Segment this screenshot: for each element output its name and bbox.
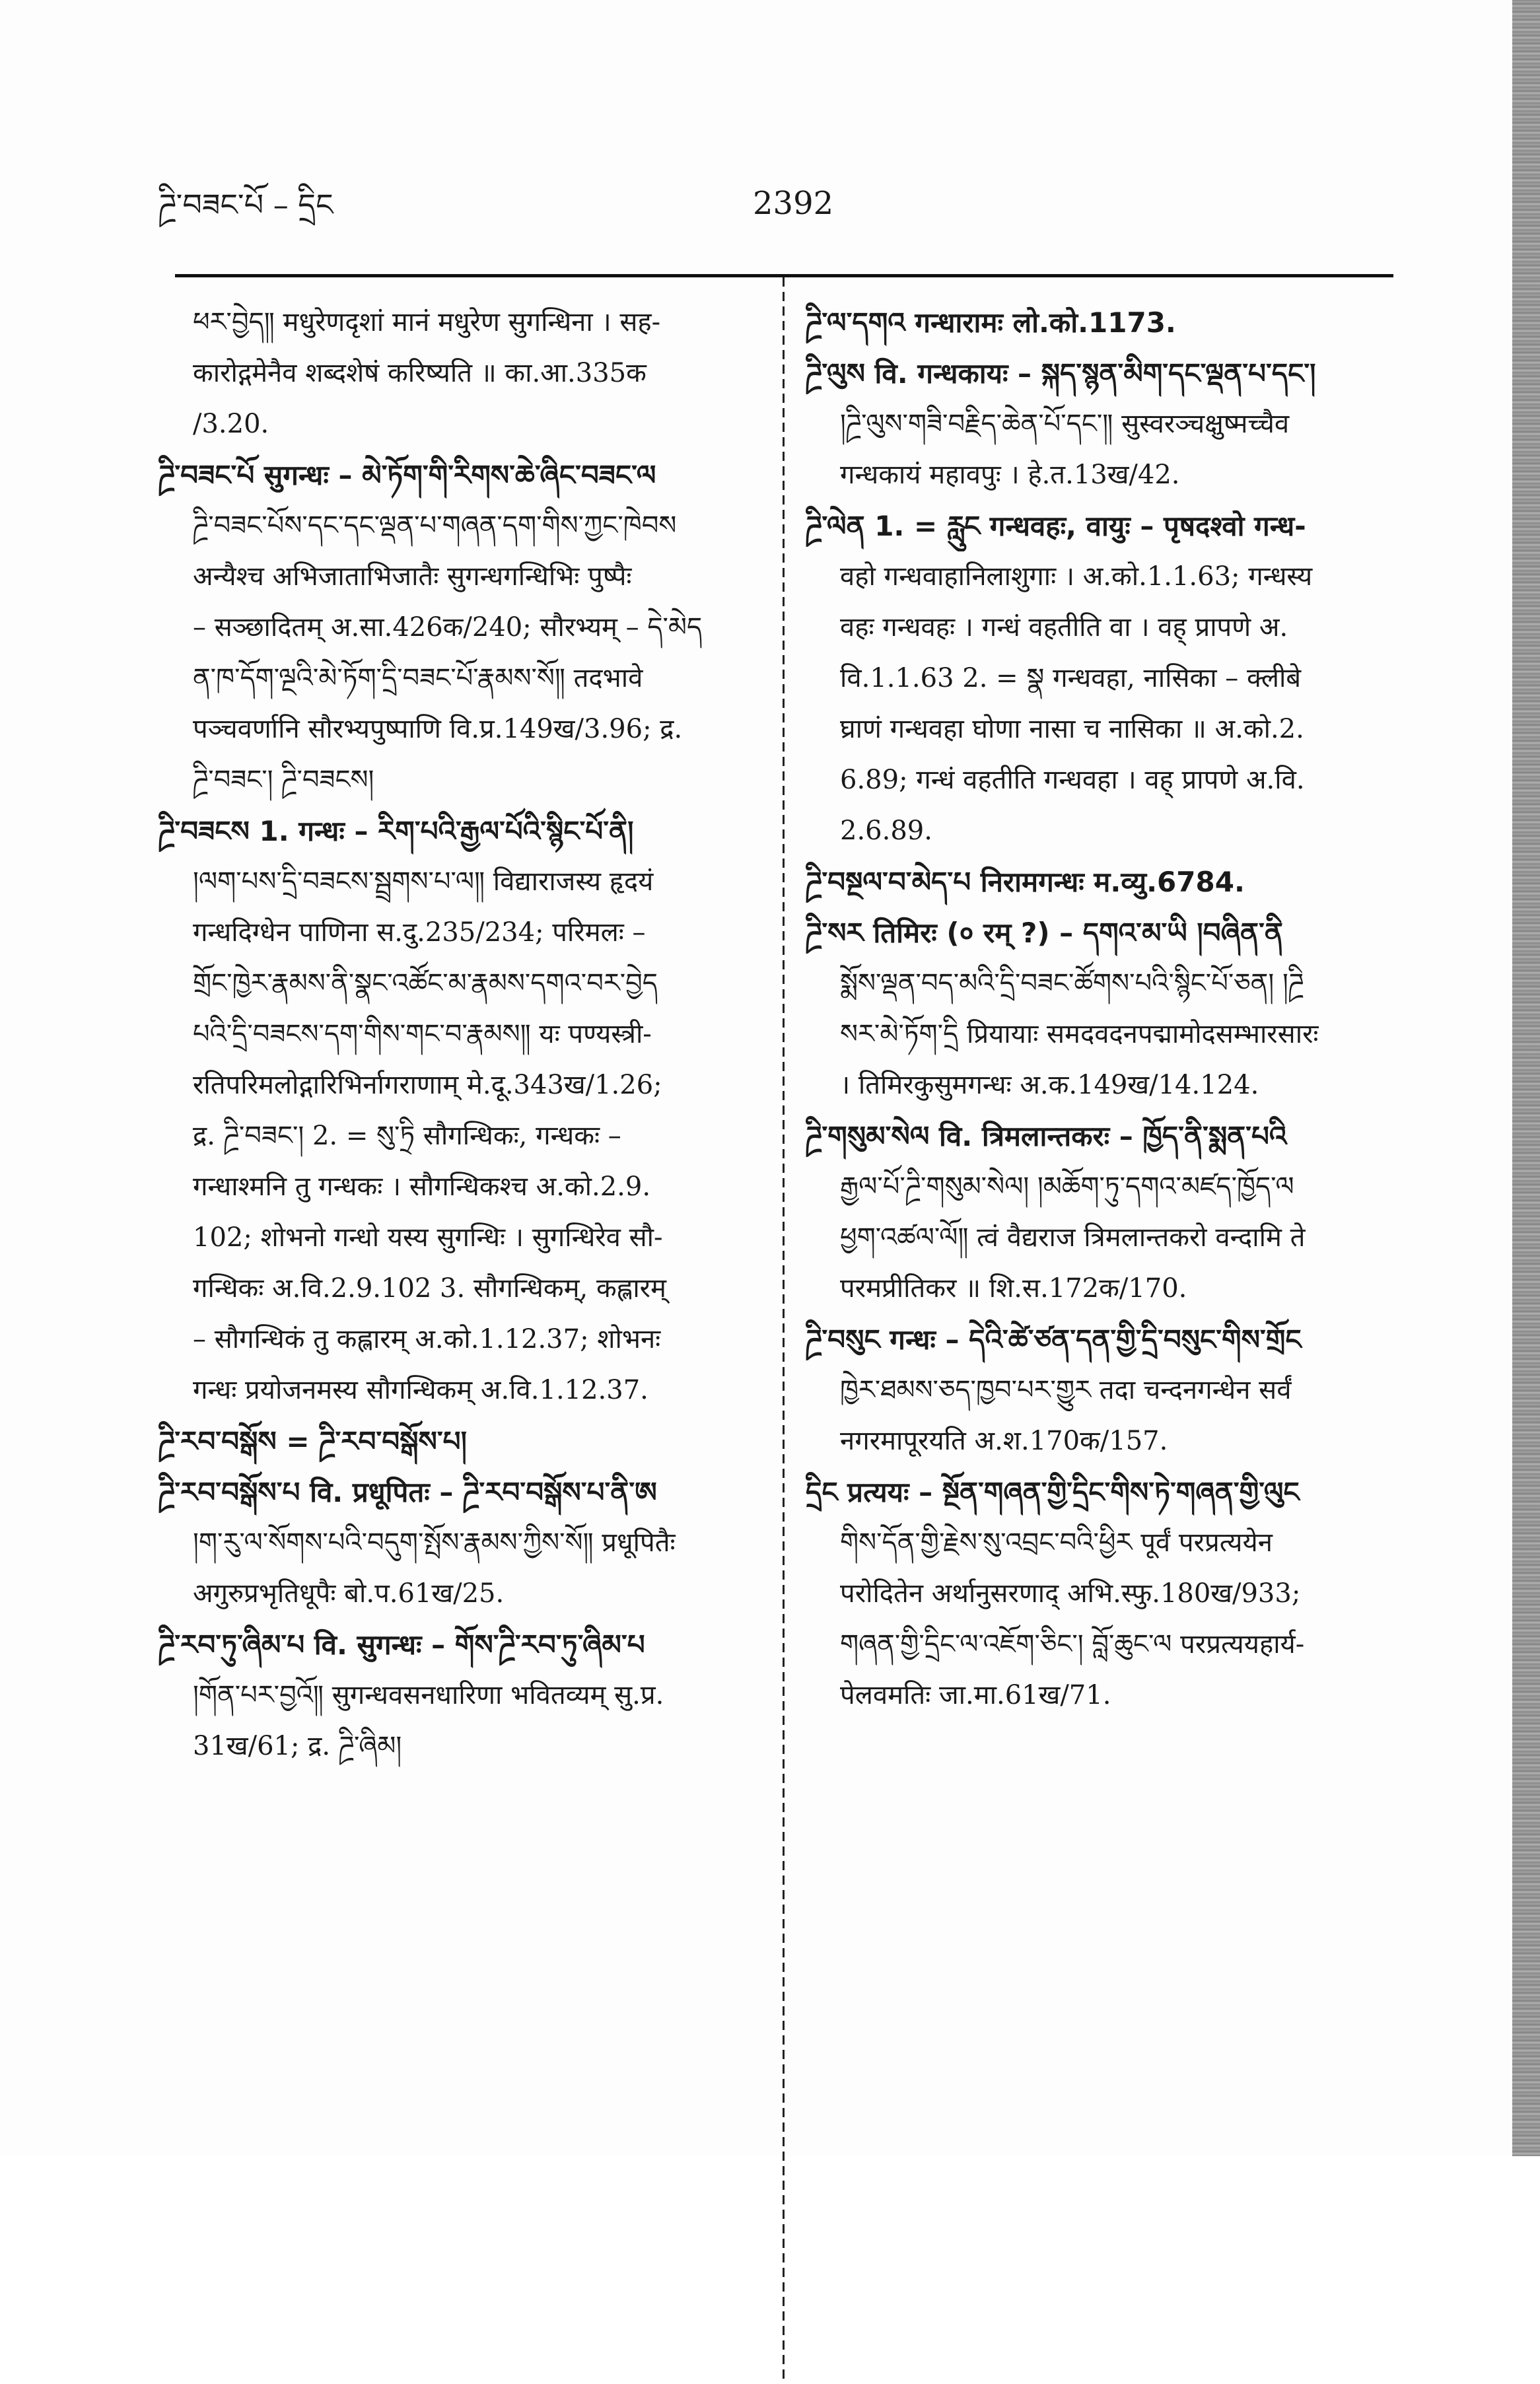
entry-text-line: ན་ཁ་དོག་ལྔའི་མེ་ཏོག་དྲི་བཟང་པོ་རྣམས་སོ༎ तदभावे (193, 663, 643, 693)
entry-text-line: परोदितेन अर्थानुसरणाद् अभि.स्फु.180ख/933; (840, 1578, 1301, 1609)
entry-text-line: རྒྱལ་པོ་ཌྲི་གསུམ་སེལ། །མཆོག་ཏུ་དགའ་མཛད་ཁྱོད་ལ (840, 1172, 1294, 1202)
entry-headword-line: ཌྲི་རབ་བསྒོས = ཌྲི་རབ་བསྒོས་པ། (158, 1425, 467, 1457)
entry-text-line: 31ख/61; द्र. ཌྲི་ཞིམ། (193, 1731, 402, 1761)
entry-text-line: 6.89; गन्धं वहतीति गन्धवहा । वह् प्रापणे अ.वि. (840, 765, 1305, 795)
entry-text-line: 2.6.89. (840, 816, 932, 846)
entry-text-line: པའི་དྲི་བཟངས་དག་གིས་གང་བ་རྣམས༎ यः पण्यस्त्री- (193, 1019, 652, 1049)
entry-text-line: /3.20. (193, 409, 269, 439)
entry-text-line: गन्धिकः अ.वि.2.9.102 3. सौगन्धिकम्, कह्लारम् (193, 1273, 666, 1304)
entry-headword-line: ཌྲི་བཟང་པོ सुगन्धः – མེ་ཏོག་གི་རིགས་ཆེ་ཞིང་བཟང་ལ (158, 459, 656, 491)
entry-text-line: गन्धः प्रयोजनमस्य सौगन्धिकम् अ.वि.1.12.37. (193, 1375, 648, 1405)
column-divider (783, 277, 785, 2384)
entry-text-line: །ཌྲི་ལུས་གཟི་བརྗིད་ཆེན་པོ་དང་༎ सुस्वरञ्चक्षुष्मच्चैव (840, 409, 1290, 439)
entry-headword-line: ཌྲི་ལ་དགའ गन्धारामः लो.को.1173. (806, 306, 1176, 339)
entry-text-line: वि.1.1.63 2. = སྣ गन्धवहा, नासिका – क्लीबे (840, 663, 1302, 693)
entry-text-line: रतिपरिमलोद्गारिभिर्नागराणाम् मे.दू.343ख/1.26; (193, 1070, 662, 1100)
entry-text-line: गन्धाश्मनि तु गन्धकः । सौगन्धिकश्च अ.को.2.9. (193, 1172, 651, 1202)
scan-edge-shadow (1512, 0, 1540, 2156)
entry-headword-line: དྲིང प्रत्ययः – སྔོན་གཞན་གྱི་དྲིང་གིས་ཏེ་གཞན་གྱི་ལུང (806, 1476, 1300, 1508)
entry-text-line: गन्धकायं महावपुः । हे.त.13ख/42. (840, 460, 1180, 490)
entry-text-line: पेलवमतिः जा.मा.61ख/71. (840, 1680, 1111, 1710)
entry-text-line: །ལག་པས་དྲི་བཟངས་སྦྲགས་པ་ལ༎ विद्याराजस्य हृदयं (193, 866, 654, 897)
entry-headword-line: ཌྲི་བསྔལ་བ་མེད་པ निरामगन्धः म.व्यु.6784. (806, 866, 1245, 898)
entry-text-line: 102; शोभनो गन्धो यस्य सुगन्धिः । सुगन्धिरेव सौ- (193, 1222, 663, 1253)
entry-headword-line: ཌྲི་ལུས वि. गन्धकायः – སྐད་སྙན་མིག་དང་ལྡན་པ་དང་། (806, 357, 1316, 390)
entry-text-line: । तिमिरकुसुमगन्धः अ.क.149ख/14.124. (840, 1070, 1259, 1100)
entry-text-line: अन्यैश्च अभिजाताभिजातैः सुगन्धगन्धिभिः पुष्पैः (193, 561, 632, 592)
entry-headword-line: ཌྲི་རབ་བསྒོས་པ वि. प्रधूपितः – ཌྲི་རབ་བསྒོས་པ་ནི་ཨ (158, 1476, 657, 1508)
entry-text-line: གྲོང་ཁྱེར་རྣམས་ནི་སྣང་འཚོང་མ་རྣམས་དགའ་བར་བྱེད (193, 968, 658, 999)
entry-text-line: – सञ्छादितम् अ.सा.426क/240; सौरभ्यम् – དེ་མེད (193, 612, 703, 643)
entry-text-line: द्र. ཌྲི་བཟང་། 2. = སུ་ཏྲི सौगन्धिकः, गन्धकः – (193, 1121, 621, 1151)
entry-text-line: घ्राणं गन्धवहा घोणा नासा च नासिका ॥ अ.को.2. (840, 714, 1304, 744)
entry-text-line: वहो गन्धवाहानिलाशुगाः । अ.को.1.1.63; गन्धस्य (840, 561, 1313, 592)
entry-text-line: ཕྱག་འཚལ་ལོ༎ त्वं वैद्यराज त्रिमलान्तकरो वन्दामि ते (840, 1222, 1306, 1253)
entry-text-line: ཕར་བྱེད༎ मधुरेणदृशां मानं मधुरेण सुगन्धिना । सह- (193, 307, 661, 337)
entry-text-line: །གོན་པར་བྱའོ༎ सुगन्धवसनधारिणा भवितव्यम् सु.प्र. (193, 1680, 664, 1710)
entry-text-line: ཌྲི་བཟང་པོས་དང་དང་ལྡན་པ་གཞན་དག་གིས་ཀྱང་ཁེབས (193, 510, 677, 541)
entry-text-line: ཁྱེར་ཐམས་ཅད་ཁྱབ་པར་གྱུར तदा चन्दनगन्धेन सर्वं (840, 1375, 1292, 1405)
entry-headword-line: ཌྲི་སར तिमिरः (० रम् ?) – དགའ་མ་ཡི །བཞིན་ནི (806, 917, 1283, 949)
entry-text-line: གཞན་གྱི་དྲིང་ལ་འཇོག་ཅིང་། བློ་ཆུང་ལ परप्रत्ययहार्य- (840, 1629, 1305, 1660)
entry-text-line: नगरमापूरयति अ.श.170क/157. (840, 1426, 1168, 1456)
entry-text-line: पञ्चवर्णानि सौरभ्यपुष्पाणि वि.प्र.149ख/3.96; द्र. (193, 714, 683, 744)
entry-text-line: །ག་རུ་ལ་སོགས་པའི་བདུག་སྤོས་རྣམས་ཀྱིས་སོ༎ प्रधूपितैः (193, 1527, 676, 1558)
entry-text-line: སར་མེ་ཏོག་དྲི प्रियायाः समदवदनपद्मामोदसम्भारसारः (840, 1019, 1319, 1049)
entry-text-line: वहः गन्धवहः । गन्धं वहतीति वा । वह् प्रापणे अ. (840, 612, 1288, 643)
entry-headword-line: ཌྲི་རབ་ཏུ་ཞིམ་པ वि. सुगन्धः – གོས་ཌྲི་རབ་ཏུ་ཞིམ་པ (158, 1629, 645, 1661)
entry-text-line: गन्धदिग्धेन पाणिना स.दु.235/234; परिमलः – (193, 917, 646, 948)
page-number: 2392 (753, 185, 834, 222)
entry-text-line: कारोद्गमेनैव शब्दशेषं करिष्यति ॥ का.आ.335क (193, 358, 647, 388)
entry-text-line: ཌྲི་བཟང་། ཌྲི་བཟངས། (193, 765, 374, 795)
left-column (158, 297, 766, 1772)
entry-headword-line: ཌྲི་གསུམ་སེལ वि. त्रिमलान्तकरः – ཁྱོད་ནི་སྨན་པའི (806, 1120, 1287, 1152)
entry-headword-line: ཌྲི་ལེན 1. = རླུང गन्धवहः, वायुः – पृषदश्वो गन्ध- (806, 510, 1306, 542)
entry-text-line: अगुरुप्रभृतिधूपैः बो.प.61ख/25. (193, 1578, 505, 1609)
running-head: ཌྲི་བཟང་པོ – དྲིང (158, 187, 333, 223)
entry-text-line: – सौगन्धिकं तु कह्लारम् अ.को.1.12.37; शोभनः (193, 1324, 661, 1354)
right-column (806, 297, 1393, 1721)
entry-text-line: གིས་དོན་གྱི་རྗེས་སུ་འབྲང་བའི་ཕྱིར पूर्वं परप्रत्ययेन (840, 1527, 1273, 1558)
entry-text-line: སྨོས་ལྡན་བད་མའི་དྲི་བཟང་ཚོགས་པའི་སྙིང་པོ་ཅན། །ཌྲི (840, 968, 1304, 999)
entry-headword-line: ཌྲི་བསུང गन्धः – དེའི་ཚེ་ཙན་དན་གྱི་དྲི་བསུང་གིས་གྲོང (806, 1323, 1302, 1356)
entry-headword-line: ཌྲི་བཟངས 1. गन्धः – རིག་པའི་རྒྱལ་པོའི་སྙིང་པོ་ནི། (158, 815, 634, 847)
page-header (0, 178, 1540, 238)
entry-text-line: परमप्रीतिकर ॥ शि.स.172क/170. (840, 1273, 1187, 1304)
